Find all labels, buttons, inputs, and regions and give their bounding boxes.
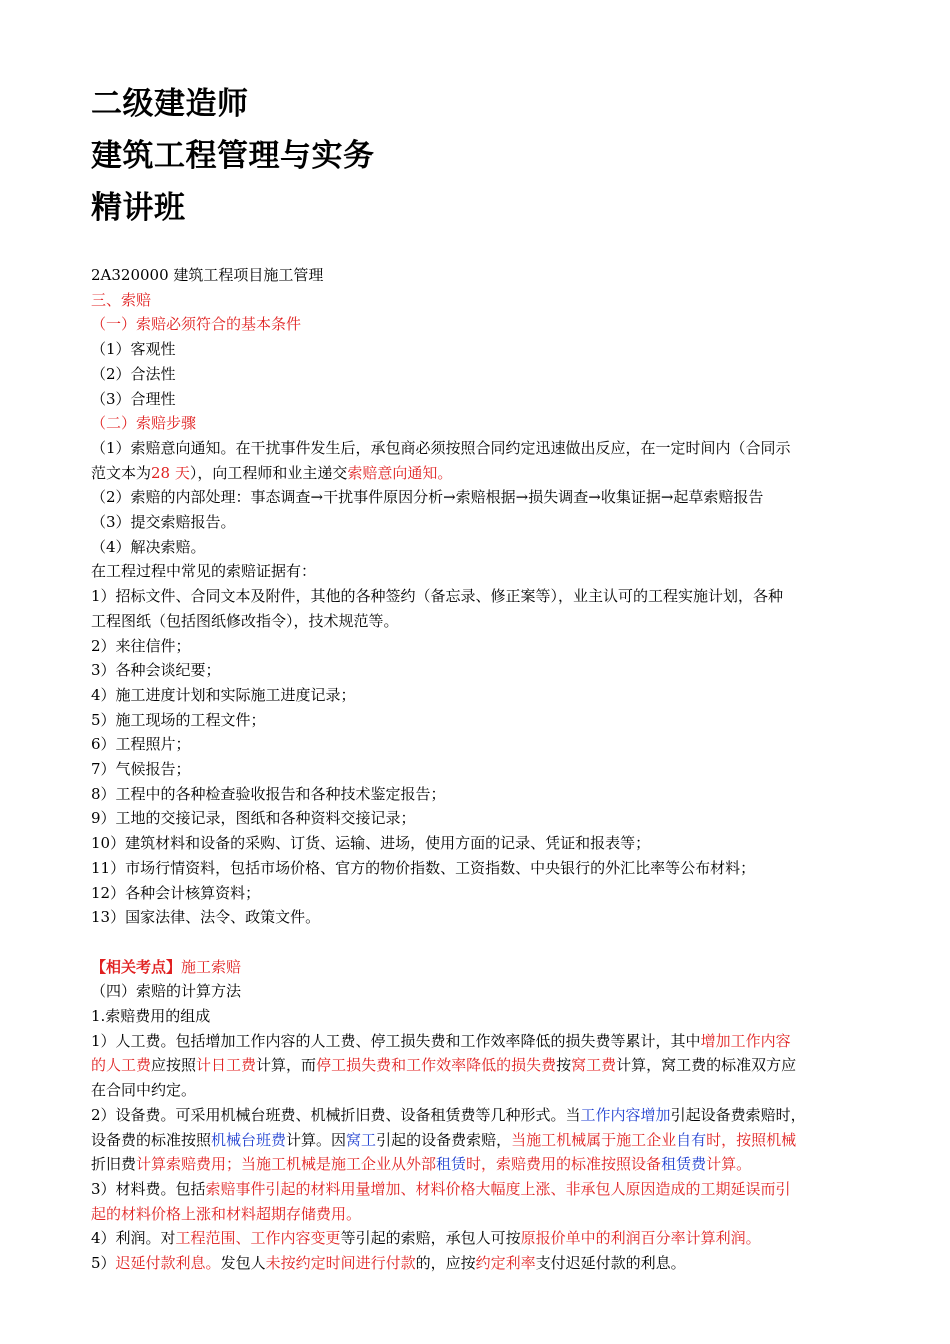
evidence-item1-line1: 1）招标文件、合同文本及附件，其他的各种签约（备忘录、修正案等），业主认可的工程实施计划，各种 <box>91 587 784 606</box>
equipment-highlight-red: 按照机械 <box>736 1130 797 1149</box>
labor-highlight: 的人工费 <box>91 1056 152 1075</box>
sub2-heading: （二）索赔步骤 <box>91 414 197 433</box>
equipment-highlight-blue: 工作内容增加 <box>580 1105 671 1124</box>
evidence-item: 9）工地的交接记录，图纸和各种资料交接记录； <box>91 809 416 828</box>
step1-text: 范文本为 <box>91 463 152 482</box>
equipment-line3 <box>91 1152 891 1177</box>
step1-line2 <box>91 461 891 486</box>
interest-line <box>91 1251 891 1276</box>
step1-notice: 索赔意向通知。 <box>347 463 453 482</box>
equipment-text: 2）设备费。可采用机械台班费、机械折旧费、设备租赁费等几种形式。当 <box>91 1105 581 1124</box>
material-highlight: 索赔事件引起的材料用量增加、材料价格大幅度上涨、非承包人原因造成的工期延误而引 <box>205 1180 791 1198</box>
spacer <box>91 930 891 955</box>
labor-highlight: 计日工费 <box>196 1056 257 1075</box>
document-page <box>91 78 891 1276</box>
evidence-item: 8）工程中的各种检查验收报告和各种技术鉴定报告； <box>91 784 446 803</box>
evidence-item: 13）国家法律、法令、政策文件。 <box>91 908 321 927</box>
equipment-highlight-blue: 机械台班费 <box>211 1130 287 1149</box>
interest-text: 支付迟延付款的利息。 <box>535 1254 686 1273</box>
interest-text: 5） <box>91 1254 116 1273</box>
condition-item: （1）客观性 <box>91 340 176 359</box>
sub4-heading: （四）索赔的计算方法 <box>91 982 242 1001</box>
title-exam: 二级建造师 <box>91 86 249 122</box>
evidence-intro: 在工程过程中常见的索赔证据有： <box>91 562 317 581</box>
evidence-item: 6）工程照片； <box>91 735 191 754</box>
material-line1 <box>91 1177 891 1202</box>
profit-highlight: 工程范围、工作内容变更 <box>175 1229 341 1248</box>
equipment-highlight-blue: 租赁 <box>436 1155 467 1174</box>
labor-text: 计算，而 <box>256 1056 317 1075</box>
interest-highlight: 约定利率 <box>475 1254 536 1273</box>
equipment-highlight-red: 时，索赔费用的标准按照设备 <box>466 1155 662 1174</box>
profit-text: 等引起的索赔，承包人可按 <box>340 1229 521 1248</box>
equipment-highlight-red: 计算。 <box>706 1155 752 1174</box>
interest-highlight: 迟延付款利息。 <box>115 1254 221 1273</box>
related-topic: 施工索赔 <box>181 957 242 976</box>
equipment-line1 <box>91 1103 891 1128</box>
evidence-item: 5）施工现场的工程文件； <box>91 710 266 729</box>
equipment-text: 引起设备费索赔时， <box>670 1105 806 1124</box>
material-text: 3）材料费。包括 <box>91 1180 206 1198</box>
step4: （4）解决索赔。 <box>91 537 206 556</box>
profit-line <box>91 1226 891 1251</box>
related-label: 【相关考点】 <box>91 957 182 976</box>
labor-line1 <box>91 1029 891 1054</box>
evidence-item: 12）各种会计核算资料； <box>91 883 261 902</box>
equipment-highlight-blue: 租赁费 <box>661 1155 707 1174</box>
title-block <box>91 78 891 234</box>
equipment-text: 计算。因 <box>286 1130 347 1149</box>
material-line2: 起的材料价格上涨和材料超期存储费用。 <box>91 1204 362 1223</box>
sub1-heading: （一）索赔必须符合的基本条件 <box>91 315 302 334</box>
equipment-text: 引起的设备费索赔， <box>376 1130 512 1149</box>
evidence-item: 11）市场行情资料，包括市场价格、官方的物价指数、工资指数、中央银行的外汇比率等公布材料； <box>91 858 756 877</box>
labor-text: 按 <box>556 1056 572 1075</box>
labor-line3: 在合同中约定。 <box>91 1081 197 1100</box>
related-heading <box>91 955 891 980</box>
labor-highlight: 停工损失费和工作效率降低的损失费 <box>316 1056 557 1075</box>
equipment-text: 折旧费 <box>91 1155 137 1174</box>
evidence-item: 10）建筑材料和设备的采购、订货、运输、进场，使用方面的记录、凭证和报表等； <box>91 834 651 853</box>
evidence-item: 2）来往信件； <box>91 636 191 655</box>
equipment-highlight-red: 当施工机械属于施工企业 <box>511 1130 677 1149</box>
step1-text: ），向工程师和业主递交 <box>189 463 348 482</box>
equipment-highlight-blue: 窝工 <box>346 1130 377 1149</box>
condition-item: （2）合法性 <box>91 364 176 383</box>
interest-text: 的，应按 <box>415 1254 476 1273</box>
labor-highlight: 窝工费 <box>571 1056 617 1075</box>
section-heading: 三、索赔 <box>91 290 152 309</box>
labor-text: 1）人工费。包括增加工作内容的人工费、停工损失费和工作效率降低的损失费等累计，其中 <box>91 1031 701 1050</box>
interest-highlight: 未按约定时间进行付款 <box>265 1254 416 1273</box>
equipment-highlight-blue: 自有 <box>676 1130 707 1149</box>
title-class: 精讲班 <box>91 190 186 226</box>
labor-highlight: 增加工作内容 <box>700 1031 791 1050</box>
profit-highlight: 原报价单中的利润百分率计算利润。 <box>520 1229 761 1248</box>
equipment-highlight-red: 计算索赔费用；当施工机械是施工企业从外部 <box>136 1155 437 1174</box>
equipment-text: 设备费的标准按照 <box>91 1130 212 1149</box>
evidence-item: 7）气候报告； <box>91 760 191 779</box>
step2: （2）索赔的内部处理：事态调查→干扰事件原因分析→索赔根据→损失调查→收集证据→起草索赔报告 <box>91 488 764 507</box>
labor-text: 计算，窝工费的标准双方应 <box>616 1056 797 1075</box>
cost-heading: 1.索赔费用的组成 <box>91 1007 211 1026</box>
evidence-item1-line2: 工程图纸（包括图纸修改指令），技术规范等。 <box>91 611 399 630</box>
equipment-line2 <box>91 1128 891 1153</box>
equipment-highlight-red: 时， <box>706 1130 737 1149</box>
labor-line2 <box>91 1053 891 1078</box>
interest-text: 发包人 <box>220 1254 266 1273</box>
evidence-item: 4）施工进度计划和实际施工进度记录； <box>91 685 356 704</box>
step3: （3）提交索赔报告。 <box>91 513 236 532</box>
step1-days: 28 天 <box>151 463 190 482</box>
evidence-item: 3）各种会谈纪要； <box>91 661 221 680</box>
condition-item: （3）合理性 <box>91 389 176 408</box>
chapter-code: 2A320000 建筑工程项目施工管理 <box>91 266 324 284</box>
step1-line1: （1）索赔意向通知。在干扰事件发生后，承包商必须按照合同约定迅速做出反应，在一定时间内（合同示 <box>91 438 791 457</box>
profit-text: 4）利润。对 <box>91 1229 176 1248</box>
labor-text: 应按照 <box>151 1056 197 1075</box>
title-subject: 建筑工程管理与实务 <box>91 138 375 174</box>
